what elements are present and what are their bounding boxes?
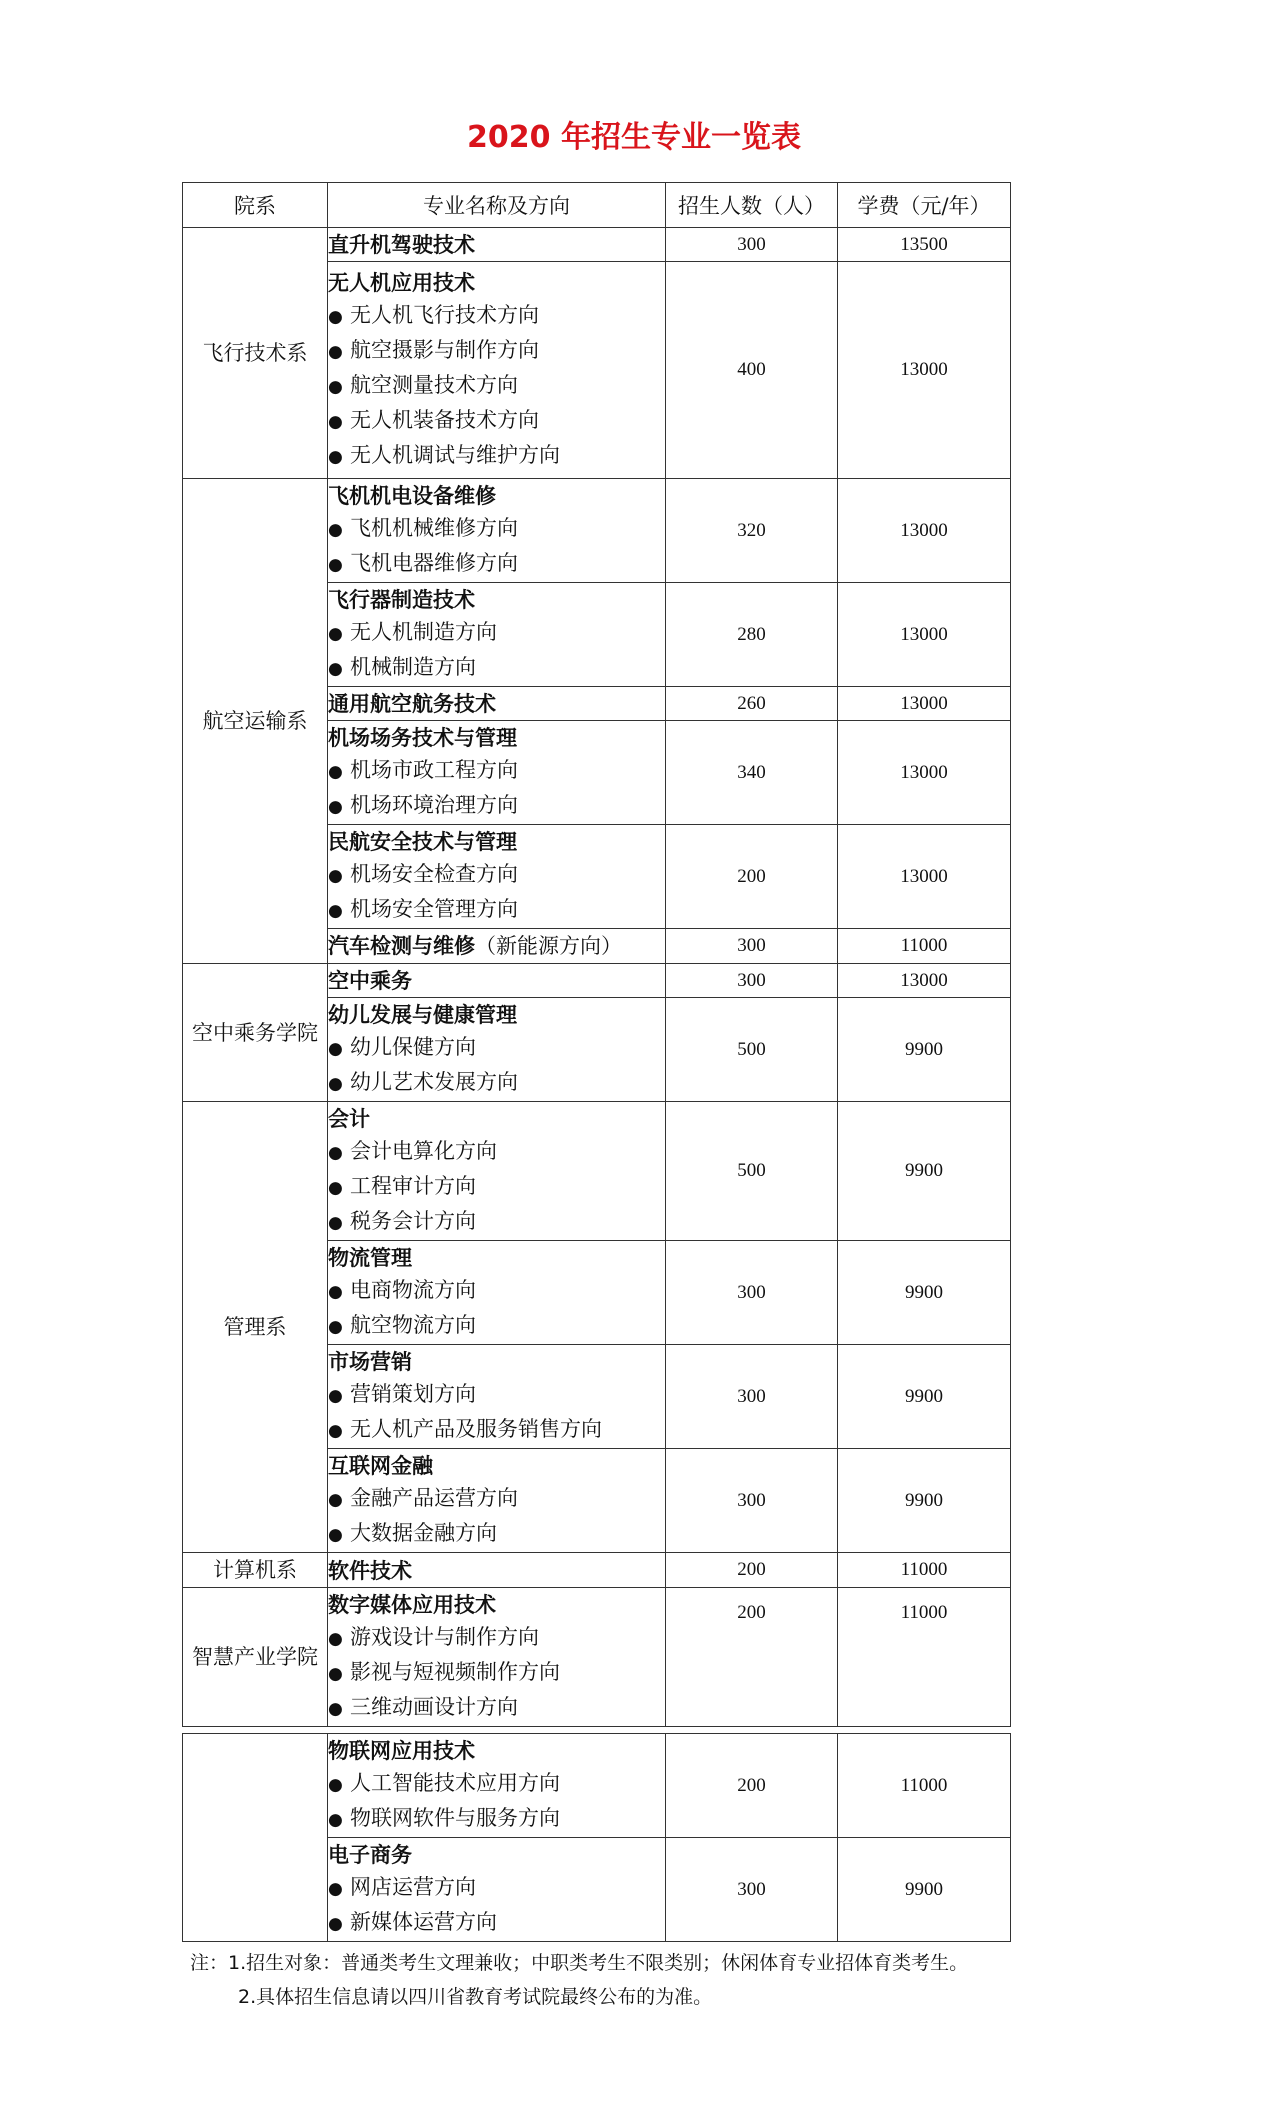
fee-cell: 13500	[838, 228, 1011, 262]
dept-cell	[183, 1734, 328, 1942]
direction-item	[328, 858, 665, 893]
bullet-icon: ●	[328, 520, 343, 540]
bullet-icon: ●	[328, 1282, 343, 1302]
direction-text: 新媒体运营方向	[350, 1910, 497, 1934]
major-name-text: 飞机机电设备维修	[328, 483, 496, 508]
direction-text: 营销策划方向	[350, 1382, 476, 1406]
major-name	[328, 583, 665, 616]
count-cell: 300	[666, 1838, 838, 1942]
table-body	[183, 228, 1011, 1942]
major-name-text: 汽车检测与维修	[328, 933, 475, 958]
direction-item	[328, 1621, 665, 1656]
direction-item	[328, 754, 665, 789]
direction-item	[328, 1767, 665, 1802]
fee-cell: 11000	[838, 1588, 1011, 1727]
fee-cell: 9900	[838, 998, 1011, 1102]
direction-item	[328, 439, 665, 474]
direction-item	[328, 1482, 665, 1517]
bullet-icon: ●	[328, 1386, 343, 1406]
bullet-icon: ●	[328, 866, 343, 886]
major-name	[328, 687, 665, 720]
bullet-icon: ●	[328, 1490, 343, 1510]
direction-item	[328, 616, 665, 651]
bullet-icon: ●	[328, 1317, 343, 1337]
direction-item	[328, 651, 665, 686]
direction-text: 航空测量技术方向	[350, 373, 518, 397]
major-name-text: 机场场务技术与管理	[328, 725, 517, 750]
bullet-icon: ●	[328, 1775, 343, 1795]
direction-text: 影视与短视频制作方向	[350, 1660, 560, 1684]
direction-item	[328, 789, 665, 824]
fee-cell: 13000	[838, 583, 1011, 687]
direction-text: 工程审计方向	[350, 1174, 476, 1198]
note-1: 注：1.招生对象：普通类考生文理兼收；中职类考生不限类别；休闲体育专业招体育类考生。	[190, 1952, 969, 1974]
major-cell	[328, 964, 666, 998]
bullet-icon: ●	[328, 659, 343, 679]
major-name-text: 幼儿发展与健康管理	[328, 1002, 517, 1027]
direction-text: 无人机调试与维护方向	[350, 443, 560, 467]
bullet-icon: ●	[328, 342, 343, 362]
dept-cell: 飞行技术系	[183, 228, 328, 479]
major-name-text: 互联网金融	[328, 1453, 433, 1478]
major-cell	[328, 1449, 666, 1553]
header-fee: 学费（元/年）	[838, 183, 1011, 228]
direction-text: 无人机飞行技术方向	[350, 303, 539, 327]
bullet-icon: ●	[328, 1879, 343, 1899]
direction-item	[328, 1691, 665, 1726]
count-cell: 200	[666, 1588, 838, 1727]
direction-text: 网店运营方向	[350, 1875, 476, 1899]
major-name	[328, 266, 665, 299]
count-cell: 300	[666, 1449, 838, 1553]
table-gap	[183, 1727, 1011, 1734]
direction-text: 三维动画设计方向	[350, 1695, 518, 1719]
fee-cell: 13000	[838, 262, 1011, 479]
major-name	[328, 1102, 665, 1135]
header-major: 专业名称及方向	[328, 183, 666, 228]
major-name	[328, 721, 665, 754]
count-cell: 200	[666, 1734, 838, 1838]
major-cell	[328, 1345, 666, 1449]
bullet-icon: ●	[328, 447, 343, 467]
bullet-icon: ●	[328, 307, 343, 327]
direction-text: 机械制造方向	[350, 655, 476, 679]
fee-cell: 11000	[838, 1553, 1011, 1588]
direction-item	[328, 1802, 665, 1837]
table-row	[183, 479, 1011, 583]
major-name-text: 物流管理	[328, 1245, 412, 1270]
header-row	[183, 183, 1011, 228]
fee-cell: 11000	[838, 929, 1011, 964]
direction-text: 税务会计方向	[350, 1209, 476, 1233]
bullet-icon: ●	[328, 624, 343, 644]
fee-cell: 13000	[838, 964, 1011, 998]
direction-text: 飞机电器维修方向	[350, 551, 518, 575]
direction-text: 航空物流方向	[350, 1313, 476, 1337]
direction-text: 航空摄影与制作方向	[350, 338, 539, 362]
direction-text: 无人机产品及服务销售方向	[350, 1417, 602, 1441]
major-name	[328, 1345, 665, 1378]
major-cell	[328, 687, 666, 721]
major-cell	[328, 228, 666, 262]
major-name	[328, 1449, 665, 1482]
fee-cell: 9900	[838, 1345, 1011, 1449]
bullet-icon: ●	[328, 1074, 343, 1094]
direction-text: 幼儿艺术发展方向	[350, 1070, 518, 1094]
major-cell	[328, 262, 666, 479]
major-name	[328, 1588, 665, 1621]
direction-text: 飞机机械维修方向	[350, 516, 518, 540]
dept-cell: 管理系	[183, 1102, 328, 1553]
count-cell: 280	[666, 583, 838, 687]
direction-text: 机场安全管理方向	[350, 897, 518, 921]
bullet-icon: ●	[328, 901, 343, 921]
header-dept: 院系	[183, 183, 328, 228]
majors-table	[182, 182, 1011, 1942]
table-row	[183, 964, 1011, 998]
direction-item	[328, 404, 665, 439]
major-name-text: 软件技术	[328, 1557, 412, 1583]
table-row	[183, 1588, 1011, 1727]
table-row	[183, 1734, 1011, 1838]
direction-text: 金融产品运营方向	[350, 1486, 518, 1510]
direction-item	[328, 1135, 665, 1170]
bullet-icon: ●	[328, 1664, 343, 1684]
fee-cell: 13000	[838, 479, 1011, 583]
count-cell: 260	[666, 687, 838, 721]
bullet-icon: ●	[328, 555, 343, 575]
direction-text: 会计电算化方向	[350, 1139, 497, 1163]
major-cell	[328, 1241, 666, 1345]
count-cell: 500	[666, 998, 838, 1102]
fee-cell: 13000	[838, 687, 1011, 721]
count-cell: 320	[666, 479, 838, 583]
count-cell: 400	[666, 262, 838, 479]
direction-item	[328, 1871, 665, 1906]
bullet-icon: ●	[328, 797, 343, 817]
major-name-text: 民航安全技术与管理	[328, 829, 517, 854]
direction-item	[328, 369, 665, 404]
direction-text: 无人机装备技术方向	[350, 408, 539, 432]
direction-item	[328, 1066, 665, 1101]
major-name	[328, 479, 665, 512]
direction-text: 无人机制造方向	[350, 620, 497, 644]
direction-item	[328, 1413, 665, 1448]
count-cell: 300	[666, 228, 838, 262]
direction-item	[328, 334, 665, 369]
dept-cell: 空中乘务学院	[183, 964, 328, 1102]
bullet-icon: ●	[328, 412, 343, 432]
direction-item	[328, 1205, 665, 1240]
direction-text: 机场安全检查方向	[350, 862, 518, 886]
fee-cell: 9900	[838, 1449, 1011, 1553]
bullet-icon: ●	[328, 1525, 343, 1545]
direction-item	[328, 547, 665, 582]
direction-text: 电商物流方向	[350, 1278, 476, 1302]
table-row	[183, 228, 1011, 262]
major-name-text: 市场营销	[328, 1349, 412, 1374]
direction-text: 机场环境治理方向	[350, 793, 518, 817]
fee-cell: 9900	[838, 1241, 1011, 1345]
bullet-icon: ●	[328, 1213, 343, 1233]
major-cell	[328, 1838, 666, 1942]
major-cell	[328, 929, 666, 964]
direction-text: 物联网软件与服务方向	[350, 1806, 560, 1830]
bullet-icon: ●	[328, 1421, 343, 1441]
count-cell: 300	[666, 1241, 838, 1345]
major-cell	[328, 1734, 666, 1838]
table-row	[183, 1102, 1011, 1241]
direction-item	[328, 1274, 665, 1309]
major-cell	[328, 825, 666, 929]
major-name-text: 空中乘务	[328, 968, 412, 993]
major-cell	[328, 998, 666, 1102]
direction-item	[328, 1309, 665, 1344]
major-name	[328, 1838, 665, 1871]
direction-item	[328, 299, 665, 334]
fee-cell: 9900	[838, 1102, 1011, 1241]
fee-cell: 13000	[838, 825, 1011, 929]
direction-item	[328, 512, 665, 547]
major-name	[328, 929, 665, 963]
major-name	[328, 1734, 665, 1767]
major-cell	[328, 479, 666, 583]
major-name	[328, 228, 665, 261]
major-name-text: 电子商务	[328, 1842, 412, 1867]
major-name	[328, 825, 665, 858]
major-name-text: 物联网应用技术	[328, 1738, 475, 1763]
direction-item	[328, 1906, 665, 1941]
dept-cell: 航空运输系	[183, 479, 328, 964]
bullet-icon: ●	[328, 1629, 343, 1649]
note-2: 2.具体招生信息请以四川省教育考试院最终公布的为准。	[238, 1986, 713, 2008]
dept-cell: 计算机系	[183, 1553, 328, 1588]
major-name	[328, 964, 665, 997]
direction-text: 游戏设计与制作方向	[350, 1625, 539, 1649]
bullet-icon: ●	[328, 377, 343, 397]
major-name-text: 飞行器制造技术	[328, 587, 475, 612]
major-name-text: 通用航空航务技术	[328, 691, 496, 716]
direction-item	[328, 1170, 665, 1205]
fee-cell: 11000	[838, 1734, 1011, 1838]
count-cell: 340	[666, 721, 838, 825]
direction-text: 人工智能技术应用方向	[350, 1771, 560, 1795]
direction-text: 大数据金融方向	[350, 1521, 497, 1545]
major-cell	[328, 1553, 666, 1588]
direction-item	[328, 893, 665, 928]
direction-item	[328, 1656, 665, 1691]
bullet-icon: ●	[328, 1810, 343, 1830]
major-cell	[328, 1588, 666, 1727]
major-name-text: 会计	[328, 1106, 370, 1131]
table-row	[183, 1553, 1011, 1588]
count-cell: 200	[666, 1553, 838, 1588]
major-name	[328, 998, 665, 1031]
major-name	[328, 1554, 665, 1587]
direction-item	[328, 1378, 665, 1413]
bullet-icon: ●	[328, 1178, 343, 1198]
count-cell: 500	[666, 1102, 838, 1241]
fee-cell: 9900	[838, 1838, 1011, 1942]
major-cell	[328, 1102, 666, 1241]
fee-cell: 13000	[838, 721, 1011, 825]
dept-cell: 智慧产业学院	[183, 1588, 328, 1727]
major-name-text: 直升机驾驶技术	[328, 232, 475, 257]
bullet-icon: ●	[328, 1143, 343, 1163]
header-count: 招生人数（人）	[666, 183, 838, 228]
bullet-icon: ●	[328, 1699, 343, 1719]
direction-item	[328, 1517, 665, 1552]
direction-text: 机场市政工程方向	[350, 758, 518, 782]
direction-text: 幼儿保健方向	[350, 1035, 476, 1059]
major-cell	[328, 583, 666, 687]
major-cell	[328, 721, 666, 825]
bullet-icon: ●	[328, 1914, 343, 1934]
bullet-icon: ●	[328, 1039, 343, 1059]
count-cell: 200	[666, 825, 838, 929]
major-note: （新能源方向）	[475, 934, 622, 958]
notes	[190, 1946, 968, 2014]
count-cell: 300	[666, 964, 838, 998]
count-cell: 300	[666, 1345, 838, 1449]
major-name	[328, 1241, 665, 1274]
major-name-text: 数字媒体应用技术	[328, 1592, 496, 1617]
major-name-text: 无人机应用技术	[328, 270, 475, 295]
direction-item	[328, 1031, 665, 1066]
bullet-icon: ●	[328, 762, 343, 782]
page-title: 2020 年招生专业一览表	[467, 120, 801, 155]
count-cell: 300	[666, 929, 838, 964]
